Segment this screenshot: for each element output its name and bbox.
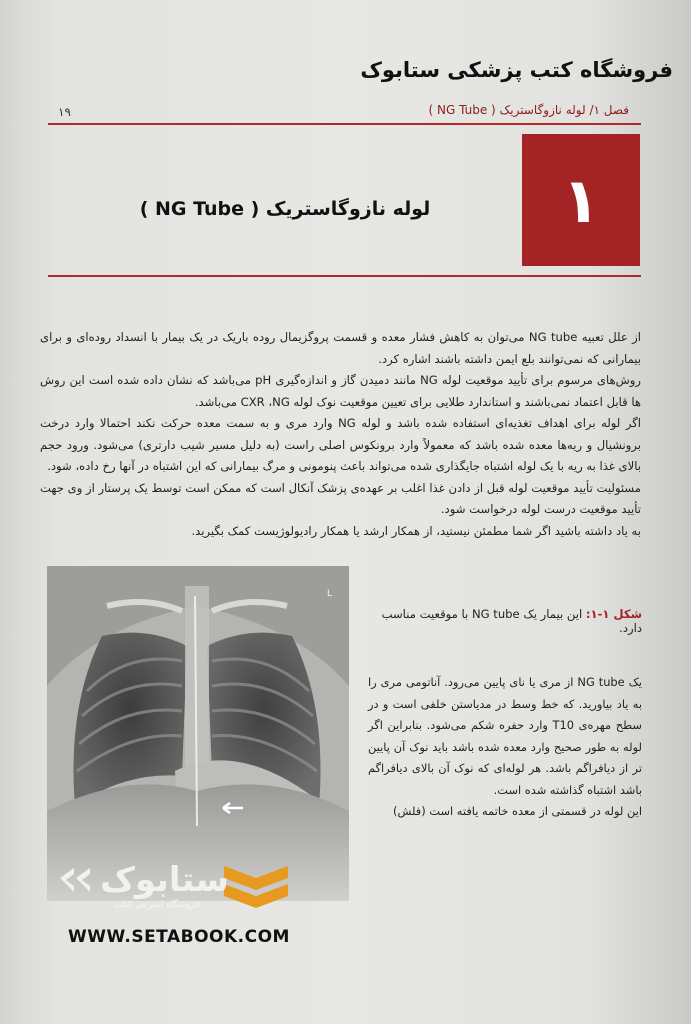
figure-label: شکل ۱-۱: (585, 607, 642, 621)
chapter-title: لوله نازوگاستریک ( NG Tube ) (139, 198, 431, 220)
body-paragraph: از علل تعبیه NG tube می‌توان به کاهش فشار معده و قسمت پروگزیمال روده باریک در یک بیمار با انسداد روده‌ای و برای بیمارانی که نمی‌توانند بلع ایمن داشته باشند اشاره کرد. (40, 330, 641, 366)
website-url: WWW.SETABOOK.COM (68, 927, 290, 947)
xray-side-marker: L (327, 589, 333, 599)
figure-caption-text: این بیمار یک NG tube با موقعیت مناسب دارد. (381, 607, 642, 635)
body-paragraph: به یاد داشته باشید اگر شما مطمئن نیستید، از همکار ارشد یا همکار رادیولوژیست کمک بگیرید. (191, 523, 641, 538)
side-paragraph: این لوله در قسمتی از معده خاتمه یافته است (فلش) (393, 804, 642, 818)
chapter-number-box: ۱ (522, 134, 640, 266)
side-paragraph: یک NG tube از مری یا نای پایین می‌رود. آناتومی مری را به یاد بیاورید. که خط وسط در مدیاستن خلفی است و در سطح مهره‌ی T10 وارد حفره شکم می‌شود. بنابراین اگر لوله به طور صحیح وارد معده شده باشد باید نوک آن پایین تر از دیافراگم باشد. هر لوله‌ای که نوک آن بالای دیافراگم باشد اشتباه گذاشته شده است. (368, 675, 642, 797)
body-text (40, 327, 641, 542)
title-divider (48, 275, 641, 277)
chapter-reference: فصل ۱/ لوله نازوگاستریک ( NG Tube ) (428, 103, 629, 117)
logo-subtitle: فروشگاه اینترنتی کتاب (114, 900, 200, 910)
running-head (48, 101, 641, 125)
logo-wordmark: ستابوک (100, 860, 229, 900)
chest-xray-drawing (47, 566, 349, 901)
figure-side-text (368, 672, 642, 823)
figure-caption (368, 607, 642, 635)
store-banner: فروشگاه کتب پزشکی ستابوک (360, 58, 673, 82)
body-paragraph: مسئولیت تأیید موقعیت لوله قبل از دادن غذا اغلب بر عهده‌ی پزشک آنکال است که ممکن است توسط یک پرستار از وی جهت تأیید موقعیت درست لوله درخواست شود. (40, 480, 641, 516)
setabook-logo (56, 858, 296, 918)
body-paragraph: روش‌های مرسوم برای تأیید موقعیت لوله NG مانند دمیدن گاز و اندازه‌گیری pH می‌باشد که نشان داده شده است این روش ها قابل اعتماد نمی‌باشند و استاندارد طلایی برای تعیین موقعیت نوک لوله CXR ،NG می‌باشد. (40, 373, 641, 409)
page-number: ۱۹ (58, 105, 71, 119)
chest-xray-image (47, 566, 349, 901)
body-paragraph: اگر لوله برای اهداف تغذیه‌ای استفاده شده باشد و لوله NG وارد مری و به سمت معده حرکت نکند احتمالا وارد درخت برونشیال و ریه‌ها معده شده باشد که معمولاً وارد برونکوس اصلی راست (به دلیل مسیر شیب دارتری) می‌شود. ورود حجم بالای غذا به ریه با یک لوله اشتباه جایگذاری شده می‌تواند باعث پنومونی و مرگ بیمارانی که این اشتباه در آنها رخ داده، شود. (40, 416, 641, 473)
